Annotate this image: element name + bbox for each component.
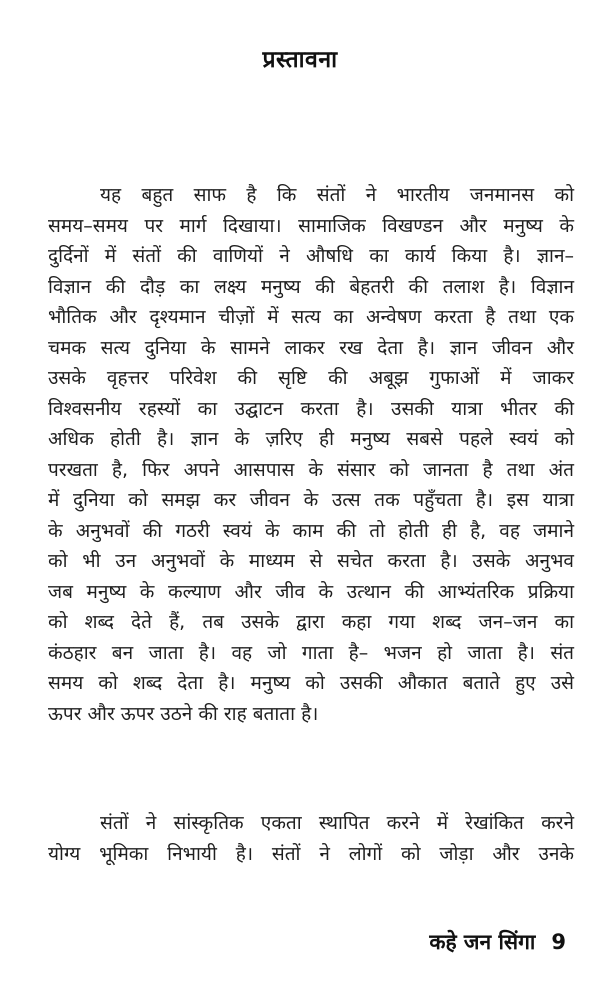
text-line: विज्ञान की दौड़ का लक्ष्य मनुष्य की बेहतरी की तलाश है। विज्ञान	[48, 275, 574, 298]
page-footer	[429, 928, 566, 956]
page-title: प्रस्तावना	[262, 47, 338, 73]
text-line: योग्य भूमिका निभायी है। संतों ने लोगों को जोड़ा और उनके	[48, 842, 574, 865]
text-line: विश्वसनीय रहस्यों का उद्घाटन करता है। उसकी यात्रा भीतर की	[48, 397, 574, 420]
page-number: 9	[551, 930, 566, 954]
text-line: भौतिक और दृश्यमान चीज़ों में सत्य का अन्वेषण करता है तथा एक	[48, 306, 574, 328]
text-line: के अनुभवों की गठरी स्वयं के काम की तो होती ही है, वह जमाने	[48, 519, 574, 542]
text-line: कंठहार बन जाता है। वह जो गाता है– भजन हो जाता है। संत	[48, 641, 574, 664]
text-line: अधिक होती है। ज्ञान के ज़रिए ही मनुष्य सबसे पहले स्वयं को	[48, 428, 574, 450]
paragraph-1	[48, 180, 574, 729]
paragraph-2	[48, 808, 574, 869]
text-line: संतों ने सांस्कृतिक एकता स्थापित करने में रेखांकित करने	[100, 812, 574, 834]
text-line: को भी उन अनुभवों के माध्यम से सचेत करता है। उसके अनुभव	[48, 550, 574, 572]
text-line: समय–समय पर मार्ग दिखाया। सामाजिक विखण्डन और मनुष्य के	[48, 214, 574, 237]
text-line: में दुनिया को समझ कर जीवन के उत्स तक पहुँचता है। इस यात्रा	[48, 489, 574, 511]
text-line: दुर्दिनों में संतों की वाणियों ने औषधि का कार्य किया है। ज्ञान–	[48, 245, 574, 267]
text-line: उसके वृहत्तर परिवेश की सृष्टि की अबूझ गुफाओं में जाकर	[48, 367, 574, 389]
text-line: परखता है, फिर अपने आसपास के संसार को जानता है तथा अंत	[48, 458, 574, 481]
text-line: समय को शब्द देता है। मनुष्य को उसकी औकात बताते हुए उसे	[48, 672, 574, 694]
text-line: जब मनुष्य के कल्याण और जीव के उत्थान की आभ्यंतरिक प्रक्रिया	[48, 580, 574, 603]
text-line: यह बहुत साफ है कि संतों ने भारतीय जनमानस को	[100, 184, 574, 206]
text-line: को शब्द देते हैं, तब उसके द्वारा कहा गया शब्द जन–जन का	[48, 611, 574, 633]
text-line: ऊपर और ऊपर उठने की राह बताता है।	[48, 702, 319, 725]
running-book-title: कहे जन सिंगा	[429, 930, 536, 954]
text-line: चमक सत्य दुनिया के सामने लाकर रख देता है। ज्ञान जीवन और	[48, 336, 574, 359]
